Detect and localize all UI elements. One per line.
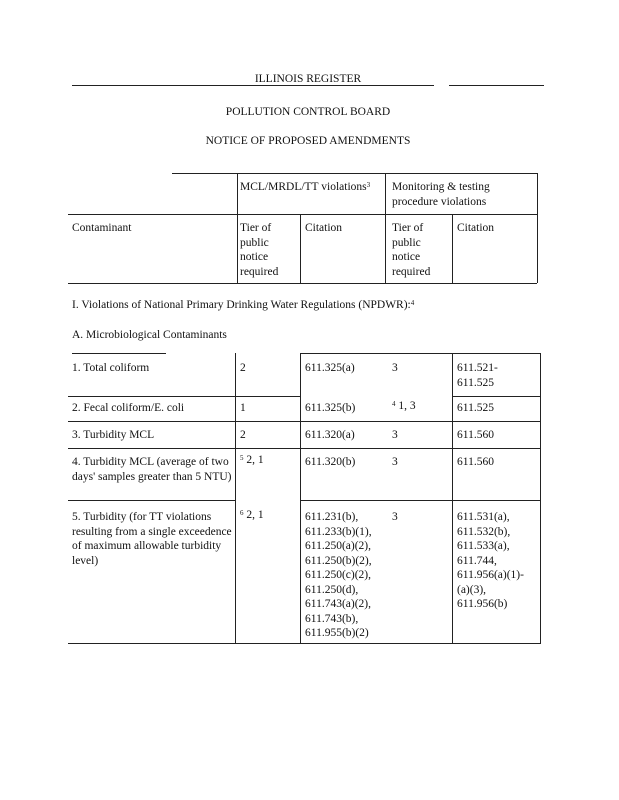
row1-citation2-line: 611.525 (457, 376, 494, 389)
row4-citation2: 611.560 (457, 456, 494, 468)
row-divider-4-right (300, 500, 540, 501)
row4-tier1-note: 5 (240, 454, 244, 462)
row5-citation1-line: 611.250(b)(2), (305, 554, 372, 567)
col-contaminant-header: Contaminant (72, 222, 132, 234)
row1-citation2-line: 611.521- (457, 362, 498, 374)
table-header-col-divider-3 (300, 214, 301, 283)
table-header-right-edge (537, 173, 538, 283)
col-tier1-line: public (240, 236, 269, 249)
col-tier2-line: required (392, 265, 431, 278)
row5-citation2 (457, 510, 524, 612)
row5-tier1 (240, 508, 264, 523)
row1-tier1 (240, 361, 246, 376)
group-monitoring-line1: Monitoring & testing (392, 181, 490, 193)
notice-title: NOTICE OF PROPOSED AMENDMENTS (205, 135, 411, 147)
row5-citation2-line: 611.956(b) (457, 598, 508, 610)
data-col-divider-2 (300, 353, 301, 644)
row5-citation2-line: 611.533(a), (457, 540, 510, 552)
col-tier1-line: Tier of (240, 222, 272, 234)
table-header-top (237, 173, 537, 174)
row4-tier1-value: 2, 1 (246, 454, 264, 466)
section-i-heading (72, 298, 414, 313)
row2-contaminant: 2. Fecal coliform/E. coli (72, 402, 185, 414)
section-a-heading: A. Microbiological Contaminants (72, 329, 227, 341)
row5-citation1-line: 611.250(d), (305, 583, 359, 596)
row4-tier1 (240, 453, 264, 468)
table-header-col-divider-4 (452, 214, 453, 283)
row1-citation1: 611.325(a) (305, 362, 355, 374)
row4-tier2 (392, 455, 398, 470)
row5-tier2 (392, 510, 398, 525)
data-table-bottom (68, 643, 540, 644)
data-table-right-edge (540, 353, 541, 644)
row1-tier2 (392, 361, 398, 376)
row1-contaminant: 1. Total coliform (72, 362, 150, 374)
section-i-text: I. Violations of National Primary Drinking Water Regulations (NPDWR): (72, 299, 411, 311)
data-table-top-left (72, 353, 166, 354)
row5-citation2-line: 611.531(a), (457, 511, 510, 523)
row5-citation2-line: 611.956(a)(1)- (457, 569, 524, 581)
data-table-top-right (300, 353, 540, 354)
row2-tier1-value: 1 (240, 402, 246, 414)
table-header-bottom (68, 283, 537, 284)
col-tier2-header (392, 221, 430, 279)
row4-tier2-value: 3 (392, 456, 398, 468)
row-divider-1-right (452, 396, 540, 397)
row5-citation1-line: 611.233(b)(1), (305, 525, 372, 538)
row5-citation1-line: 611.250(a)(2), (305, 540, 371, 552)
col-tier1-header (240, 221, 278, 279)
row5-citation2-line: 611.744, (457, 554, 497, 567)
row3-tier2 (392, 428, 398, 443)
row2-tier1 (240, 401, 246, 416)
row5-citation2-line: (a)(3), (457, 583, 487, 596)
row3-tier1 (240, 428, 246, 443)
header-rule-right (449, 85, 544, 86)
row2-tier2-note: 4 (392, 400, 396, 408)
col-citation1-header: Citation (305, 222, 343, 234)
group-mcl-header (240, 180, 370, 195)
col-tier1-line: notice (240, 251, 269, 263)
row5-tier2-value: 3 (392, 511, 398, 523)
row3-tier2-value: 3 (392, 429, 398, 441)
row4-contaminant: 4. Turbidity MCL (average of two days' samples greater than 5 NTU) (72, 456, 232, 483)
row2-tier2-value: 1, 3 (398, 400, 416, 412)
group-monitoring-line2: procedure violations (392, 195, 487, 208)
row1-citation2 (457, 361, 498, 390)
row2-citation2: 611.525 (457, 402, 494, 414)
row5-citation2-line: 611.532(b), (457, 525, 511, 538)
col-tier2-line: notice (392, 251, 421, 263)
group-mcl-label: MCL/MRDL/TT violations (240, 181, 367, 193)
table-header-top-left (172, 173, 237, 174)
board-title: POLLUTION CONTROL BOARD (225, 106, 391, 118)
row-divider-4-left (68, 500, 235, 501)
row5-citation1-line: 611.231(b), (305, 511, 359, 523)
register-title: ILLINOIS REGISTER (254, 73, 362, 85)
row3-contaminant: 3. Turbidity MCL (72, 429, 155, 441)
row5-tier1-note: 6 (240, 509, 244, 517)
row5-tier1-value: 2, 1 (246, 509, 264, 521)
table-header-col-divider-2 (385, 173, 386, 283)
row2-citation1: 611.325(b) (305, 402, 356, 414)
row5-contaminant: 5. Turbidity (for TT violations resulting from a single exceedence of maximum allowable turbidity level) (72, 511, 232, 567)
row5-citation1-line: 611.743(b), (305, 612, 359, 625)
row-divider-1-left (68, 396, 300, 397)
row5-citation1-line: 611.955(b)(2) (305, 627, 369, 639)
group-mcl-footnote: 3 (366, 181, 371, 189)
row1-tier2-value: 3 (392, 362, 398, 374)
table-header-col-divider-1 (237, 173, 238, 283)
row2-tier2 (392, 399, 416, 414)
col-tier2-line: Tier of (392, 222, 424, 234)
row3-citation2: 611.560 (457, 429, 494, 441)
col-tier1-line: required (240, 265, 279, 278)
row5-citation1-line: 611.250(c)(2), (305, 569, 371, 581)
row-divider-3 (68, 448, 540, 449)
table-header-middle (68, 214, 537, 215)
col-citation2-header: Citation (457, 222, 495, 234)
row3-citation1: 611.320(a) (305, 429, 355, 441)
section-i-footnote: 4 (410, 299, 415, 307)
row3-tier1-value: 2 (240, 429, 246, 441)
col-tier2-line: public (392, 236, 421, 249)
row5-citation1-line: 611.743(a)(2), (305, 598, 371, 610)
row1-tier1-value: 2 (240, 362, 246, 374)
row5-citation1 (305, 510, 372, 641)
group-monitoring-header (392, 180, 490, 209)
row4-citation1: 611.320(b) (305, 456, 356, 468)
row-divider-2 (68, 421, 540, 422)
